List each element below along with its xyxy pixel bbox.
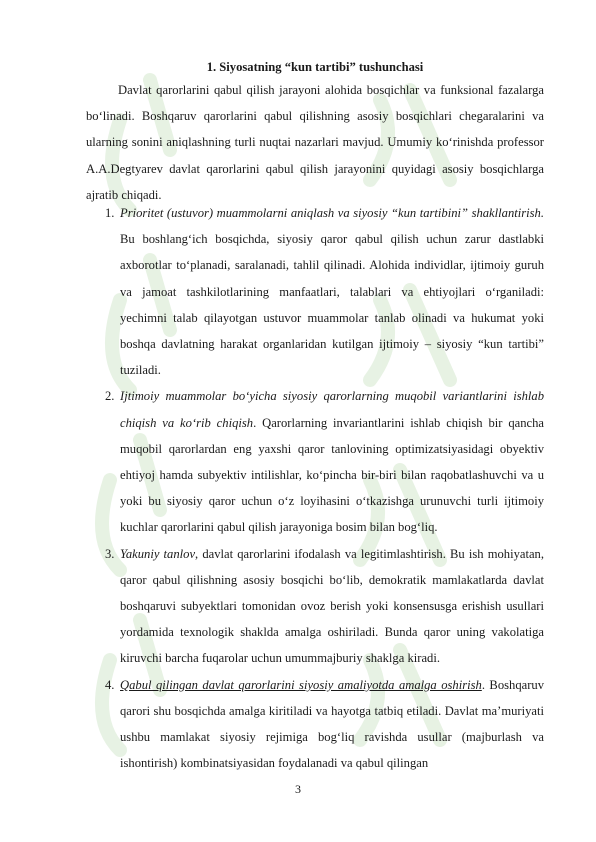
list-item <box>86 383 544 540</box>
item-number: 4. <box>105 677 115 692</box>
item-body: . Qarorlarning invariantlarini ishlab chiqish bir qancha muqobil qarorlardan eng yaxshi qaror tanlovining optimizatsiyasidagi obyektiv ehtiyoj hamda subyektiv intilishlar, ko‘pincha bir-biri bilan raqobatlashuvchi va u yoki bu siyosiy qaror uchun o‘z loyihasini o‘tkazishga urunuvchi turli ijtimoiy kuchlar qarorlarini qabul qilish jarayoniga bosim bilan bog‘liq. <box>120 415 545 535</box>
list-item <box>86 541 544 672</box>
item-number: 1. <box>105 206 115 220</box>
section-heading: 1. Siyosatning “kun tartibi” tushunchasi <box>206 60 424 74</box>
item-body: . Boshqaruv qarori shu bosqichda amalga kiritiladi va hayotga tatbiq etiladi. Davlat ma’muriyati ushbu mamlakat siyosiy rejimiga bog‘liq ravishda usullar (majburlash va ishontirish) kombinatsiyasidan foydalanadi va qabul qilingan <box>120 677 545 771</box>
item-title: Yakuniy tanlov <box>120 546 196 561</box>
item-title: Qabul qilingan davlat qarorlarini siyosiy amaliyotda amalga oshirish <box>120 677 482 692</box>
item-body: Bu boshlang‘ich bosqichda, siyosiy qaror qabul qilish uchun zarur dastlabki axborotlar to‘planadi, saralanadi, tahlil qilinadi. Alohida individlar, ijtimoiy guruh va jamoat tashkilotlarining manfaatlari, talablari va ehtiyojlari o‘rganiladi: yechimni talab qilayotgan ustuvor muammolar tanlab olinadi va hukumat yoki boshqa davlatning harakat organlaridan kutilgan ijtimoiy – siyosiy “kun tartibi” tuziladi. <box>120 232 544 378</box>
list-item <box>86 200 544 383</box>
item-title: Ijtimoiy muammolar bo‘yicha siyosiy qarorlarning muqobil variantlarini ishlab chiqish va ko‘rib chiqish <box>120 389 544 430</box>
intro-paragraph: Davlat qarorlarini qabul qilish jarayoni alohida bosqichlar va funksional fazalarga bo‘linadi. Boshqaruv qarorlarini qabul qilishning asosiy bosqichlari chegaralarini va ularning sonini aniqlashning turli nuqtai nazarlari mavjud. Umumiy ko‘rinishda professor A.A.Degtyarev davlat qarorlarini qabul qilish jarayonini quyidagi asosiy bosqichlarga ajratib chiqadi. <box>86 83 544 202</box>
item-title: Prioritet (ustuvor) muammolarni aniqlash va siyosiy “kun tartibini” shakllantirish. <box>120 206 544 220</box>
item-body: , davlat qarorlarini ifodalash va legitimlashtirish. Bu ish mohiyatan, qaror qabul qilishning asosiy bosqichi bo‘lib, demokratik mamlakatlarda davlat boshqaruvi subyektlari tomonidan ovoz berish yoki konsensusga erishish usullari yordamida texnologik shaklda amalga oshiriladi. Bunda qaror uning vakolatiga kiruvchi barcha fuqarolar uchun umummajburiy shaklga kiradi. <box>120 546 545 666</box>
item-number: 3. <box>105 546 115 561</box>
list-item <box>86 672 544 777</box>
item-number: 2. <box>105 389 115 404</box>
stages-list <box>86 200 544 776</box>
page-number: 3 <box>295 782 301 796</box>
